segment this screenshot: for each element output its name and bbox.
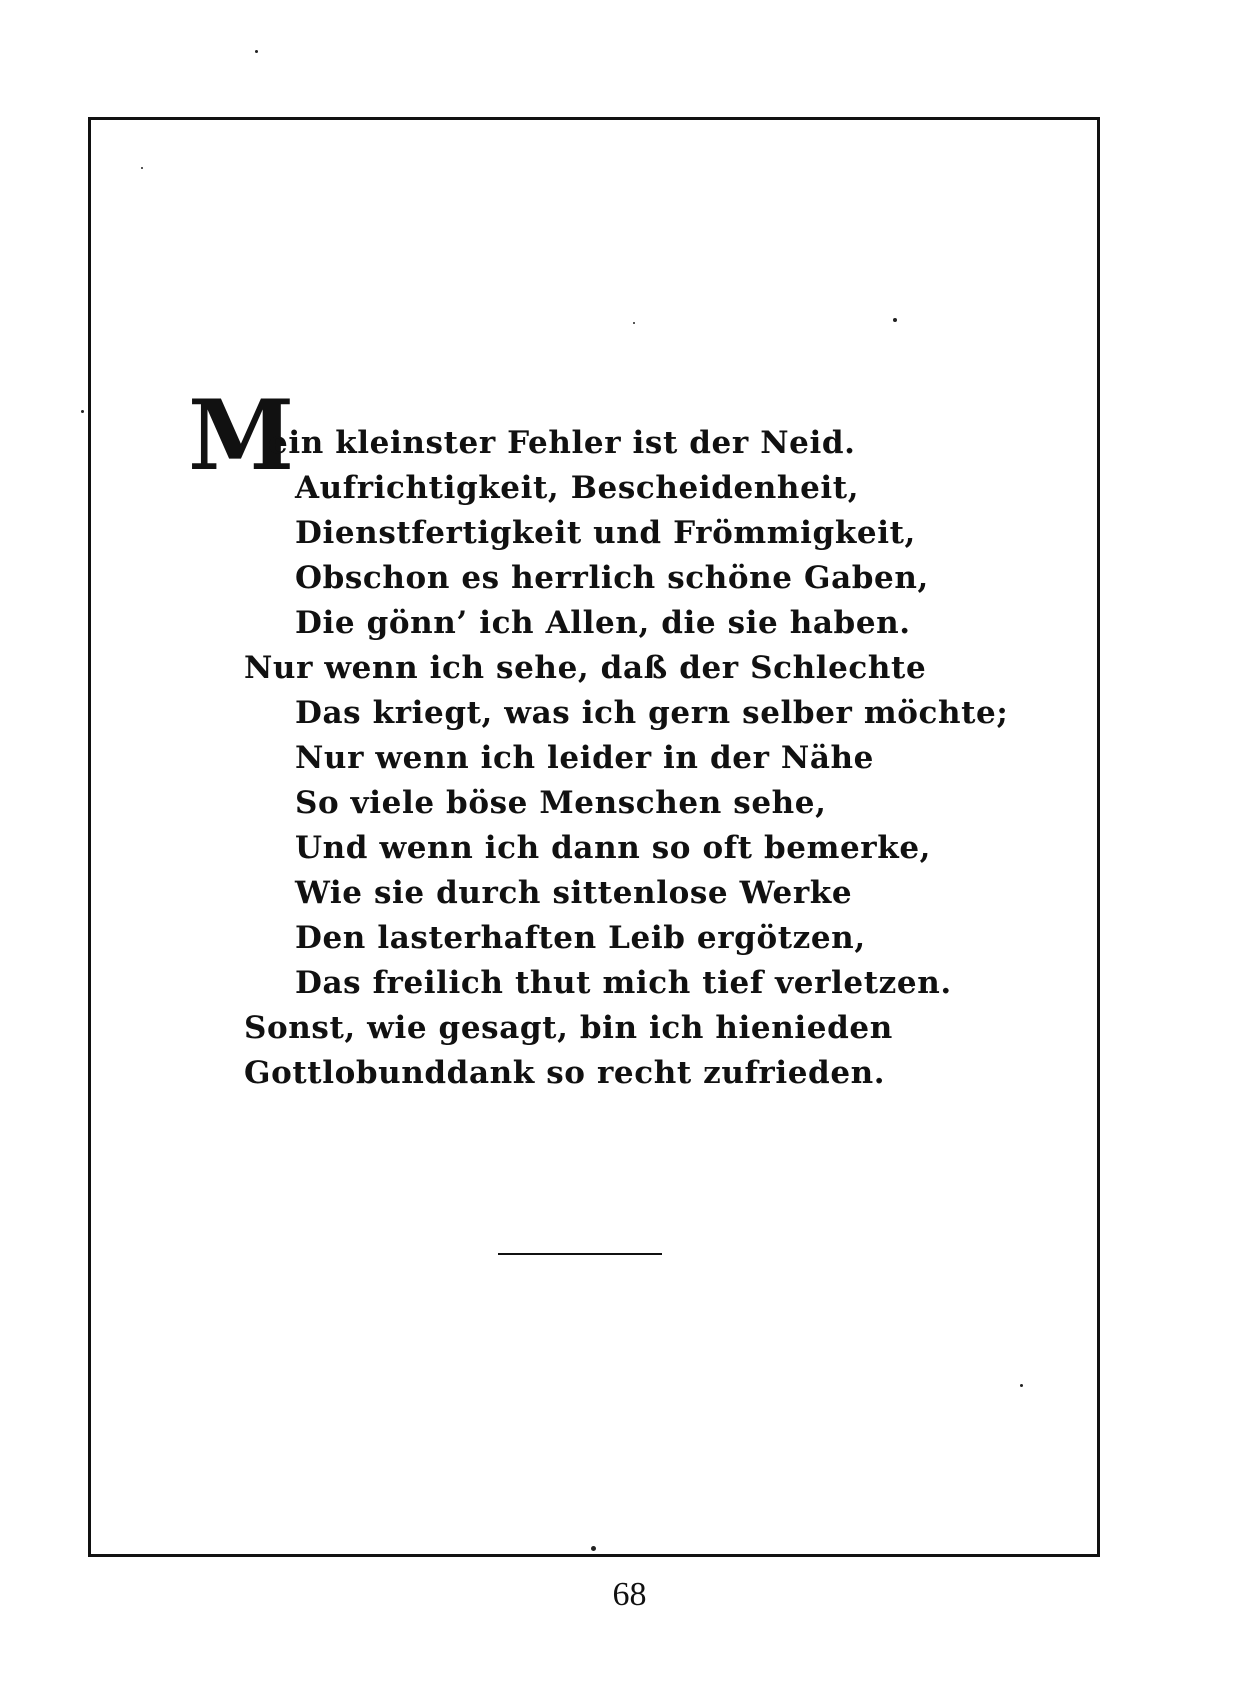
poem-line: ein kleinster Fehler ist der Neid. [268, 425, 856, 461]
page-number: 68 [612, 1576, 647, 1613]
poem-line: Das kriegt, was ich gern selber möchte; [295, 695, 1009, 731]
poem-line: Den lasterhaften Leib ergötzen, [295, 920, 866, 956]
poem-line: Aufrichtigkeit, Bescheidenheit, [295, 470, 860, 506]
divider-rule [498, 1253, 662, 1255]
poem-line: Gottlobunddank so recht zufrieden. [244, 1055, 886, 1091]
poem-line: Wie sie durch sittenlose Werke [295, 875, 853, 911]
poem-line: Obschon es herrlich schöne Gaben, [295, 560, 929, 596]
poem-line: So viele böse Menschen sehe, [295, 785, 827, 821]
poem-line: Dienstfertigkeit und Frömmigkeit, [295, 515, 916, 551]
poem-line: Die gönn’ ich Allen, die sie haben. [295, 605, 911, 641]
poem-line: Das freilich thut mich tief verletzen. [295, 965, 952, 1001]
poem-line: Nur wenn ich sehe, daß der Schlechte [244, 650, 927, 686]
poem-line: Und wenn ich dann so oft bemerke, [295, 830, 932, 866]
poem-line: Sonst, wie gesagt, bin ich hienieden [244, 1010, 893, 1046]
drop-cap: M [188, 379, 295, 492]
poem-line: Nur wenn ich leider in der Nähe [295, 740, 874, 776]
